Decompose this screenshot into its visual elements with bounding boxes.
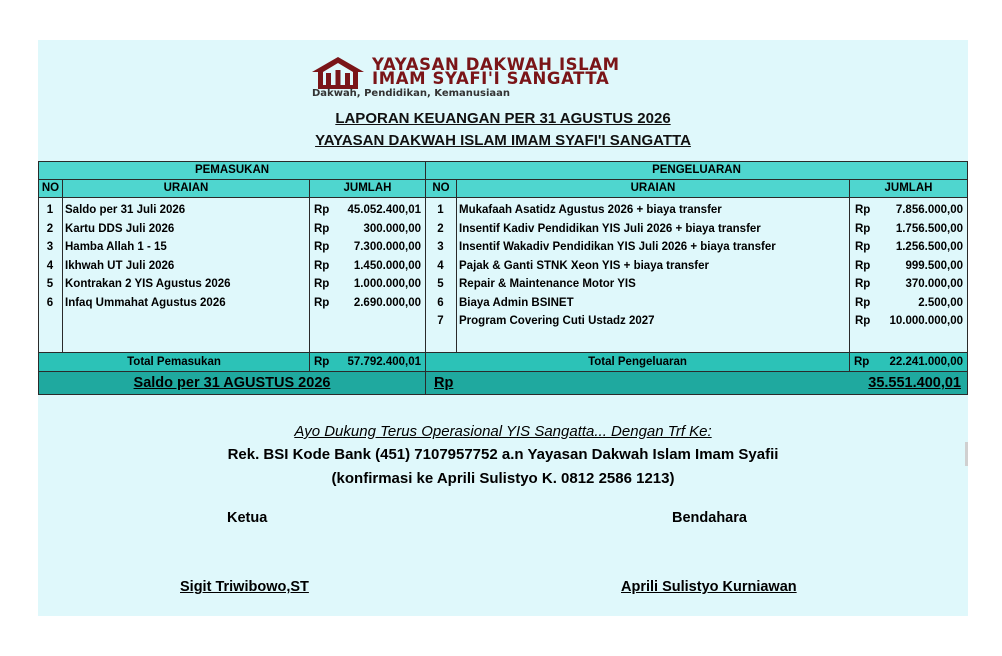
expense-row-amount: 1.756.500,00 (895, 222, 963, 235)
expense-row-desc: Insentif Kadiv Pendidikan YIS Juli 2026 + biaya transfer (459, 222, 761, 235)
org-tagline: Dakwah, Pendidikan, Kemanusiaan (312, 88, 511, 99)
expense-row-amount: 1.256.500,00 (895, 241, 963, 253)
expense-header: PENGELUARAN (425, 161, 968, 180)
report-subtitle-text: YAYASAN DAKWAH ISLAM IMAM SYAFI'I SANGATTA (315, 132, 691, 149)
expense-row-no: 7 (437, 315, 444, 327)
income-row-amount: 300.000,00 (363, 222, 421, 235)
treasurer-title: Bendahara (672, 510, 747, 526)
expense-row-currency: Rp (855, 204, 871, 216)
expense-row-no: 2 (437, 222, 444, 235)
total-income-cell (309, 352, 426, 372)
expense-col-amount: JUMLAH (849, 179, 968, 198)
income-row-currency: Rp (314, 241, 330, 253)
income-row-desc: Hamba Allah 1 - 15 (65, 241, 167, 253)
balance-amount-cell (425, 371, 968, 395)
expense-row-no: 1 (437, 204, 444, 216)
scrollbar-thumb[interactable] (965, 442, 968, 466)
expense-col-no: NO (425, 179, 457, 198)
expense-row-currency: Rp (855, 315, 871, 327)
expense-row-desc: Mukafaah Asatidz Agustus 2026 + biaya transfer (459, 204, 722, 216)
expense-row-currency: Rp (855, 296, 871, 309)
income-col-desc: URAIAN (62, 179, 310, 198)
confirmation-line: (konfirmasi ke Aprili Sulistyo K. 0812 2586 1213) (331, 470, 675, 487)
expense-row-currency: Rp (855, 222, 871, 235)
income-col-no: NO (38, 179, 63, 198)
income-row-desc: Ikhwah UT Juli 2026 (65, 259, 175, 272)
expense-row-currency: Rp (855, 241, 871, 253)
income-row-desc: Kontrakan 2 YIS Agustus 2026 (65, 278, 231, 290)
expense-col-desc: URAIAN (456, 179, 850, 198)
income-row-amount: 2.690.000,00 (353, 296, 421, 309)
total-expense-cell (849, 352, 968, 372)
income-row-no: 4 (46, 259, 54, 272)
financial-table (38, 161, 968, 397)
expense-row-no: 4 (437, 259, 444, 272)
balance-currency: Rp (434, 375, 454, 391)
income-row-currency: Rp (314, 296, 330, 309)
expense-row-desc: Pajak & Ganti STNK Xeon YIS + biaya transfer (459, 259, 710, 272)
expense-row-desc: Repair & Maintenance Motor YIS (459, 278, 636, 290)
income-row-no: 2 (46, 222, 54, 235)
expense-row-amount: 370.000,00 (905, 278, 963, 290)
expense-row-amount: 2.500,00 (918, 296, 963, 309)
total-income-label: Total Pemasukan (38, 352, 310, 372)
expense-row-no: 3 (437, 241, 444, 253)
income-row-currency: Rp (314, 204, 330, 216)
expense-row-no: 5 (437, 278, 444, 290)
total-expense-amount: 22.241.000,00 (889, 356, 963, 368)
balance-label: Saldo per 31 AGUSTUS 2026 (133, 375, 331, 391)
income-row-desc: Infaq Ummahat Agustus 2026 (65, 296, 226, 309)
income-row-amount: 1.000.000,00 (353, 278, 421, 290)
treasurer-name: Aprili Sulistyo Kurniawan (621, 579, 797, 595)
income-row-currency: Rp (314, 259, 330, 272)
expense-row-desc: Insentif Wakadiv Pendidikan YIS Juli 2026 + biaya transfer (459, 241, 776, 253)
income-row-amount: 45.052.400,01 (347, 204, 421, 216)
balance-amount: 35.551.400,01 (868, 375, 961, 391)
income-row-amount: 1.450.000,00 (353, 259, 421, 272)
chair-name: Sigit Triwibowo,ST (180, 579, 309, 595)
total-expense-label: Total Pengeluaran (425, 352, 850, 372)
total-income-amount: 57.792.400,01 (347, 356, 421, 368)
income-row-no: 1 (46, 204, 54, 216)
income-row-currency: Rp (314, 278, 330, 290)
support-line: Ayo Dukung Terus Operasional YIS Sangatta... Dengan Trf Ke: (294, 423, 712, 440)
report-sheet (38, 40, 968, 616)
report-title (38, 110, 968, 127)
org-name-line1: YAYASAN DAKWAH ISLAM (372, 55, 620, 74)
expense-row-amount: 999.500,00 (905, 259, 963, 272)
expense-row-currency: Rp (855, 278, 871, 290)
org-name-line2: IMAM SYAFI'I SANGATTA (372, 69, 610, 88)
income-row-no: 5 (46, 278, 54, 290)
organization-logo (310, 54, 700, 100)
expense-row-amount: 7.856.000,00 (895, 204, 963, 216)
income-col-amount: JUMLAH (309, 179, 426, 198)
income-header: PEMASUKAN (38, 161, 426, 180)
expense-row-no: 6 (437, 296, 444, 309)
expense-row-currency: Rp (855, 259, 871, 272)
expense-row-amount: 10.000.000,00 (889, 315, 963, 327)
bank-account-line: Rek. BSI Kode Bank (451) 7107957752 a.n Yayasan Dakwah Islam Imam Syafii (227, 446, 779, 463)
total-expense-currency: Rp (854, 356, 870, 368)
income-row-currency: Rp (314, 222, 330, 235)
income-row-no: 3 (46, 241, 54, 253)
expense-row-desc: Biaya Admin BSINET (459, 296, 574, 309)
chair-title: Ketua (227, 510, 268, 526)
income-row-no: 6 (46, 296, 54, 309)
total-income-currency: Rp (314, 356, 330, 368)
balance-label-cell (38, 371, 426, 395)
report-title-text: LAPORAN KEUANGAN PER 31 AGUSTUS 2026 (335, 110, 671, 127)
house-logo-icon (310, 56, 366, 90)
income-row-amount: 7.300.000,00 (353, 241, 421, 253)
expense-row-desc: Program Covering Cuti Ustadz 2027 (459, 315, 655, 327)
report-subtitle (38, 132, 968, 149)
income-row-desc: Saldo per 31 Juli 2026 (65, 204, 186, 216)
income-row-desc: Kartu DDS Juli 2026 (65, 222, 175, 235)
